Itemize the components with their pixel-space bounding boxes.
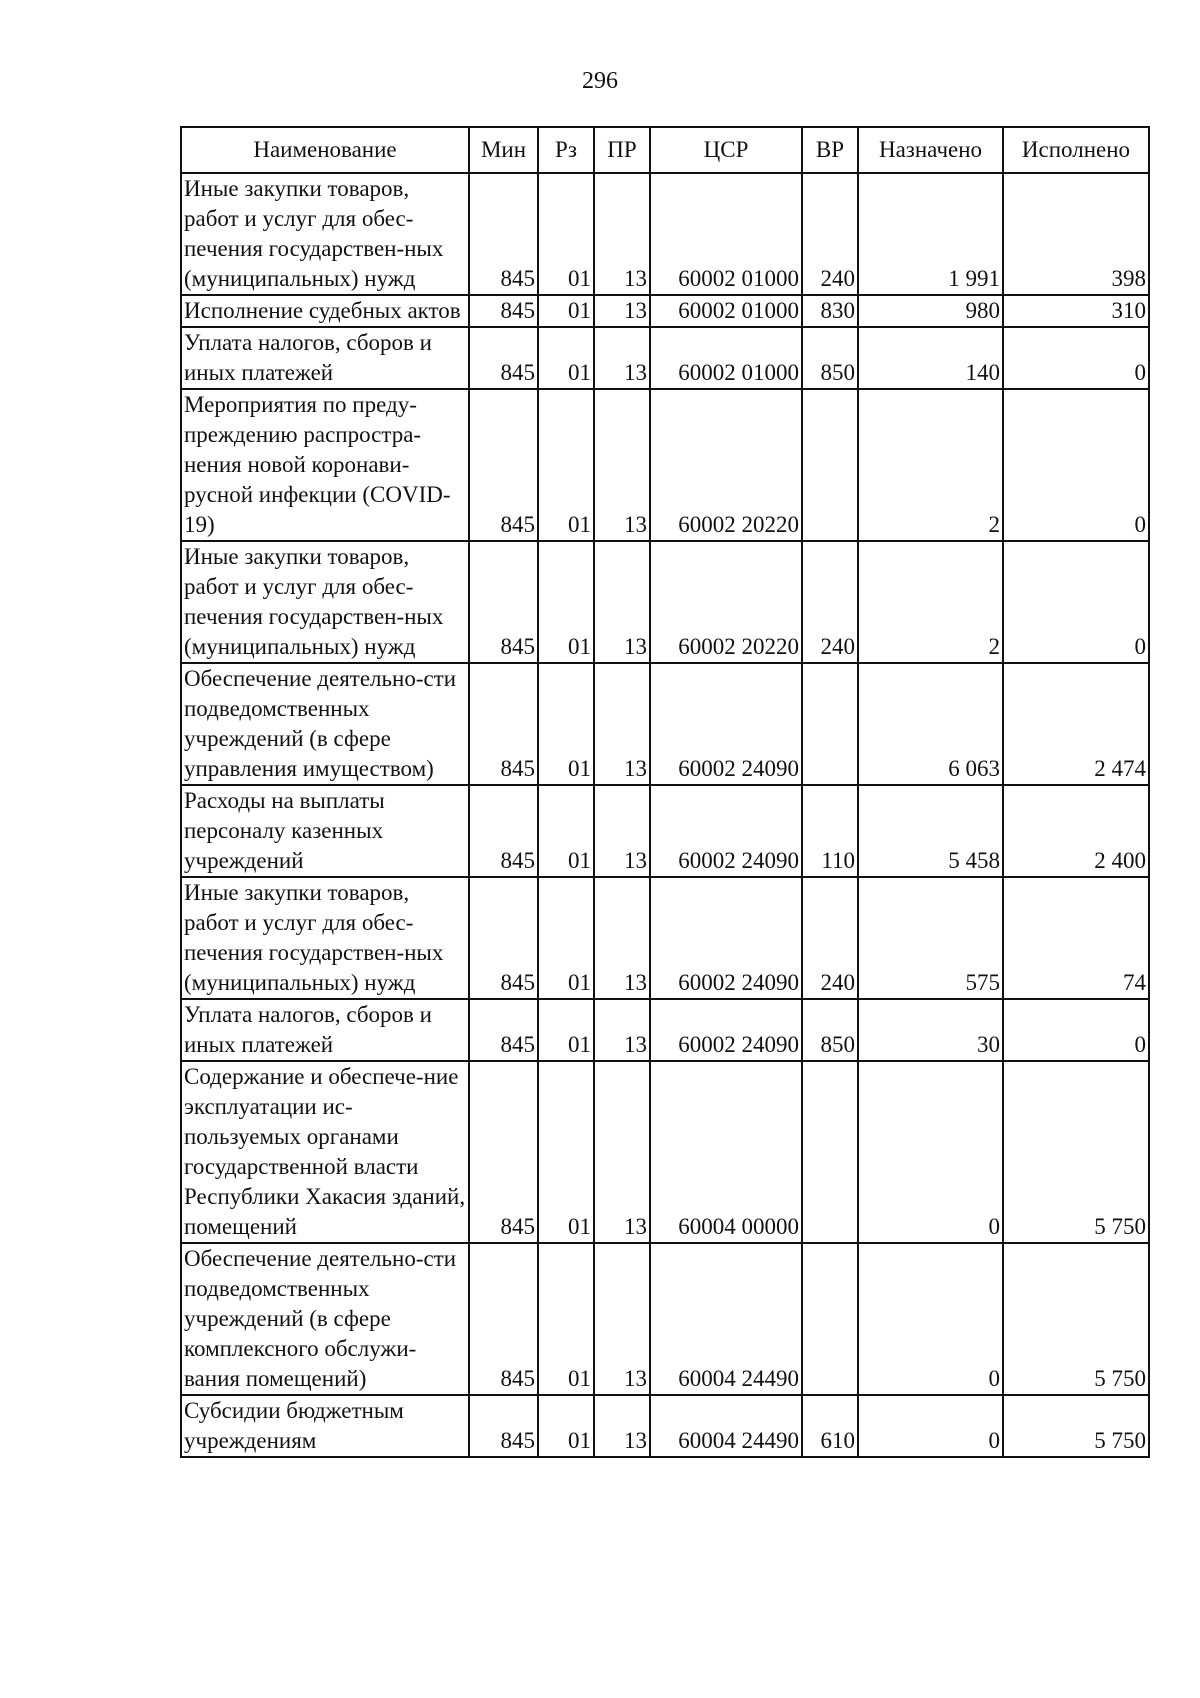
cell-rz: 01 (538, 173, 594, 295)
cell-csr: 60002 20220 (650, 389, 802, 541)
cell-executed: 5 750 (1003, 1395, 1149, 1457)
header-vr: ВР (802, 127, 858, 173)
cell-assigned: 2 (858, 389, 1003, 541)
cell-assigned: 140 (858, 327, 1003, 389)
table-row (181, 663, 1149, 785)
page-number: 296 (582, 68, 618, 94)
cell-csr: 60002 24090 (650, 999, 802, 1061)
cell-csr: 60002 01000 (650, 173, 802, 295)
cell-vr: 850 (802, 999, 858, 1061)
cell-csr: 60002 01000 (650, 327, 802, 389)
cell-assigned: 980 (858, 295, 1003, 327)
cell-assigned: 0 (858, 1243, 1003, 1395)
cell-min: 845 (469, 1061, 538, 1243)
cell-rz: 01 (538, 1243, 594, 1395)
cell-csr: 60002 24090 (650, 877, 802, 999)
cell-executed: 0 (1003, 999, 1149, 1061)
table-body (181, 173, 1149, 1457)
table-row (181, 1061, 1149, 1243)
table-row (181, 1243, 1149, 1395)
cell-min: 845 (469, 173, 538, 295)
cell-pr: 13 (594, 1061, 650, 1243)
budget-table (180, 126, 1150, 1458)
cell-rz: 01 (538, 785, 594, 877)
cell-executed: 0 (1003, 327, 1149, 389)
cell-executed: 2 400 (1003, 785, 1149, 877)
cell-name: Обеспечение деятельно-сти подведомственных учреждений (в сфере управления имуществом) (181, 663, 469, 785)
cell-min: 845 (469, 327, 538, 389)
cell-name: Уплата налогов, сборов и иных платежей (181, 327, 469, 389)
cell-rz: 01 (538, 327, 594, 389)
cell-assigned: 0 (858, 1395, 1003, 1457)
table-header-row (181, 127, 1149, 173)
table-row (181, 785, 1149, 877)
cell-name: Обеспечение деятельно-сти подведомственных учреждений (в сфере комплексного обслужи-вания помещений) (181, 1243, 469, 1395)
cell-pr: 13 (594, 173, 650, 295)
cell-pr: 13 (594, 663, 650, 785)
header-csr: ЦСР (650, 127, 802, 173)
cell-vr: 240 (802, 173, 858, 295)
cell-executed: 0 (1003, 541, 1149, 663)
cell-executed: 74 (1003, 877, 1149, 999)
cell-pr: 13 (594, 785, 650, 877)
table-row (181, 173, 1149, 295)
cell-executed: 0 (1003, 389, 1149, 541)
cell-vr: 110 (802, 785, 858, 877)
cell-assigned: 5 458 (858, 785, 1003, 877)
cell-name: Иные закупки товаров, работ и услуг для обес-печения государствен-ных (муниципальных) нужд (181, 877, 469, 999)
cell-min: 845 (469, 295, 538, 327)
cell-pr: 13 (594, 1395, 650, 1457)
cell-pr: 13 (594, 877, 650, 999)
header-assigned: Назначено (858, 127, 1003, 173)
table-row (181, 999, 1149, 1061)
cell-rz: 01 (538, 663, 594, 785)
cell-vr: 850 (802, 327, 858, 389)
cell-vr (802, 389, 858, 541)
header-name: Наименование (181, 127, 469, 173)
cell-assigned: 575 (858, 877, 1003, 999)
cell-min: 845 (469, 999, 538, 1061)
table-row (181, 541, 1149, 663)
cell-pr: 13 (594, 389, 650, 541)
cell-csr: 60004 00000 (650, 1061, 802, 1243)
cell-pr: 13 (594, 999, 650, 1061)
cell-pr: 13 (594, 541, 650, 663)
cell-min: 845 (469, 1395, 538, 1457)
cell-pr: 13 (594, 295, 650, 327)
cell-executed: 5 750 (1003, 1243, 1149, 1395)
cell-vr: 240 (802, 877, 858, 999)
cell-min: 845 (469, 1243, 538, 1395)
cell-executed: 5 750 (1003, 1061, 1149, 1243)
cell-rz: 01 (538, 541, 594, 663)
cell-name: Уплата налогов, сборов и иных платежей (181, 999, 469, 1061)
header-rz: Рз (538, 127, 594, 173)
cell-rz: 01 (538, 295, 594, 327)
cell-csr: 60002 20220 (650, 541, 802, 663)
header-pr: ПР (594, 127, 650, 173)
cell-rz: 01 (538, 389, 594, 541)
cell-vr (802, 663, 858, 785)
cell-name: Иные закупки товаров, работ и услуг для обес-печения государствен-ных (муниципальных) нужд (181, 541, 469, 663)
cell-vr: 830 (802, 295, 858, 327)
cell-csr: 60004 24490 (650, 1243, 802, 1395)
cell-min: 845 (469, 541, 538, 663)
header-executed: Исполнено (1003, 127, 1149, 173)
cell-name: Иные закупки товаров, работ и услуг для обес-печения государствен-ных (муниципальных) нужд (181, 173, 469, 295)
cell-name: Субсидии бюджетным учреждениям (181, 1395, 469, 1457)
cell-name: Расходы на выплаты персоналу казенных учреждений (181, 785, 469, 877)
cell-pr: 13 (594, 1243, 650, 1395)
cell-min: 845 (469, 785, 538, 877)
cell-csr: 60002 01000 (650, 295, 802, 327)
cell-csr: 60002 24090 (650, 663, 802, 785)
cell-min: 845 (469, 877, 538, 999)
cell-executed: 310 (1003, 295, 1149, 327)
header-min: Мин (469, 127, 538, 173)
cell-pr: 13 (594, 327, 650, 389)
cell-vr (802, 1061, 858, 1243)
cell-rz: 01 (538, 1395, 594, 1457)
cell-min: 845 (469, 663, 538, 785)
table-row (181, 1395, 1149, 1457)
cell-vr: 610 (802, 1395, 858, 1457)
cell-name: Исполнение судебных актов (181, 295, 469, 327)
cell-vr: 240 (802, 541, 858, 663)
cell-name: Мероприятия по преду-преждению распростра-нения новой коронави-русной инфекции (COVID-19) (181, 389, 469, 541)
table-row (181, 877, 1149, 999)
cell-rz: 01 (538, 999, 594, 1061)
cell-rz: 01 (538, 877, 594, 999)
cell-executed: 398 (1003, 173, 1149, 295)
cell-assigned: 30 (858, 999, 1003, 1061)
cell-csr: 60002 24090 (650, 785, 802, 877)
cell-assigned: 6 063 (858, 663, 1003, 785)
table-row (181, 295, 1149, 327)
cell-assigned: 0 (858, 1061, 1003, 1243)
table-row (181, 389, 1149, 541)
cell-name: Содержание и обеспече-ние эксплуатации ис-пользуемых органами государственной власти Республики Хакасия зданий, помещений (181, 1061, 469, 1243)
table-row (181, 327, 1149, 389)
cell-assigned: 2 (858, 541, 1003, 663)
cell-min: 845 (469, 389, 538, 541)
cell-rz: 01 (538, 1061, 594, 1243)
cell-csr: 60004 24490 (650, 1395, 802, 1457)
cell-executed: 2 474 (1003, 663, 1149, 785)
cell-assigned: 1 991 (858, 173, 1003, 295)
cell-vr (802, 1243, 858, 1395)
